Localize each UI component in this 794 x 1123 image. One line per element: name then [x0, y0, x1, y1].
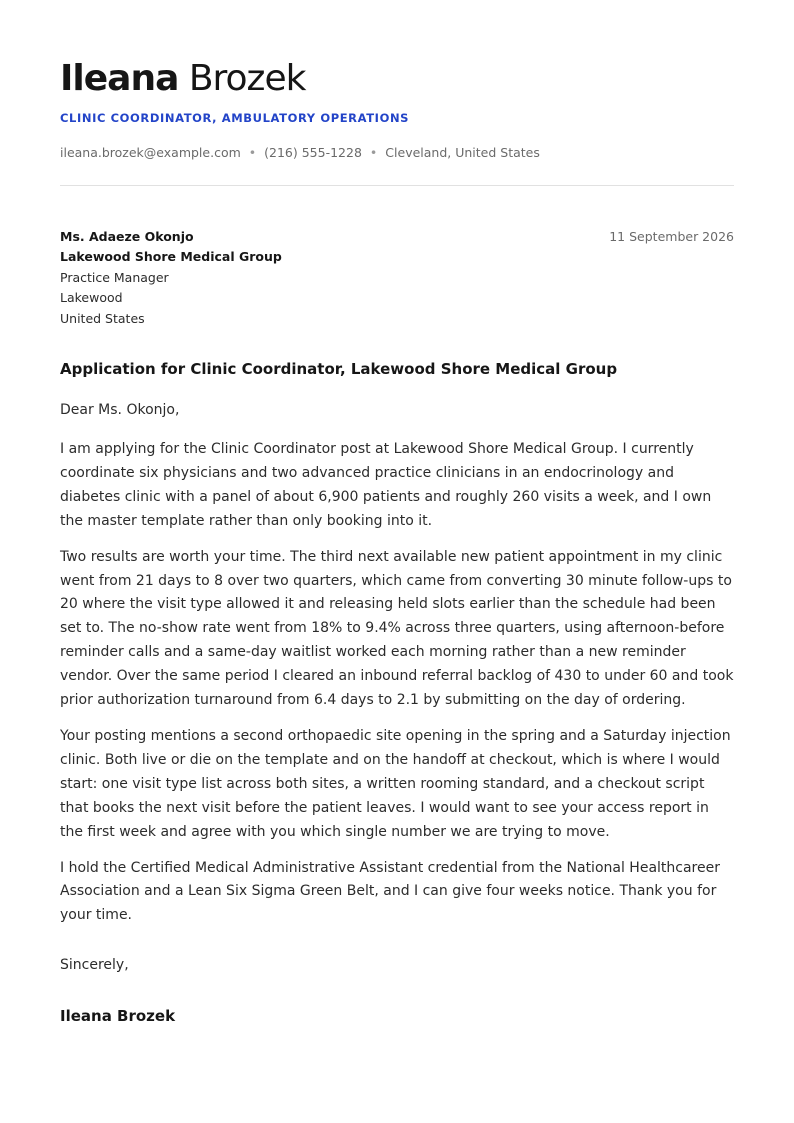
recipient-role: Practice Manager — [60, 269, 169, 285]
contact-separator: • — [369, 145, 378, 160]
letter-signature: Ileana Brozek — [60, 1007, 176, 1025]
recipient-name: Ms. Adaeze Okonjo — [60, 229, 194, 244]
contact-phone: (216) 555-1228 — [264, 145, 362, 160]
applicant-first-name: Ileana — [60, 58, 179, 99]
letter-closing: Sincerely, — [60, 957, 129, 973]
letter-date: 11 September 2026 — [609, 229, 734, 244]
body-paragraph: I am applying for the Clinic Coordinator post at Lakewood Shore Medical Group. I currently coordinate six physicians and two advanced practice clinicians in an endocrinology and diabetes clinic with a panel of about 6,900 patients and roughly 260 visits a week, and I own the master template rather than only booking into it. — [60, 441, 712, 529]
contact-line — [60, 145, 540, 160]
contact-email: ileana.brozek@example.com — [60, 145, 241, 160]
applicant-job-title: CLINIC COORDINATOR, AMBULATORY OPERATIONS — [60, 111, 410, 125]
applicant-last-name: Brozek — [188, 58, 306, 99]
body-paragraph: I hold the Certified Medical Administrative Assistant credential from the National Healthcareer Association and a Lean Six Sigma Green Belt, and I can give four weeks notice. Thank you for your time. — [60, 859, 720, 924]
header-divider — [60, 185, 734, 186]
applicant-name — [60, 56, 305, 102]
recipient-block — [60, 227, 282, 329]
recipient-city: Lakewood — [60, 290, 123, 306]
body-paragraph: Your posting mentions a second orthopaedic site opening in the spring and a Saturday injection clinic. Both live or die on the template and on the handoff at checkout, which is where I would start: one visit type list across both sites, a written rooming standard, and a checkout script that books the next visit before the patient leaves. I would want to see your access report in the first week and agree with you which single number we are trying to move. — [60, 727, 731, 840]
letter-salutation: Dear Ms. Okonjo, — [60, 402, 180, 418]
contact-location: Cleveland, United States — [385, 145, 540, 160]
contact-separator: • — [248, 145, 257, 160]
letter-subject: Application for Clinic Coordinator, Lakewood Shore Medical Group — [60, 360, 618, 378]
body-paragraph: Two results are worth your time. The third next available new patient appointment in my clinic went from 21 days to 8 over two quarters, which came from converting 30 minute follow-ups to 20 where the visit type allowed it and releasing held slots earlier than the schedule had been set to. The no-show rate went from 18% to 9.4% across three quarters, using afternoon-before reminder calls and a same-day waitlist worked each morning rather than a new reminder vendor. Over the same period I cleared an inbound referral backlog of 430 to under 60 and took prior authorization turnaround from 6.4 days to 2.1 by submitting on the day of ordering. — [60, 548, 734, 709]
recipient-organization: Lakewood Shore Medical Group — [60, 249, 282, 265]
letter-body — [60, 438, 734, 940]
recipient-country: United States — [60, 310, 145, 326]
